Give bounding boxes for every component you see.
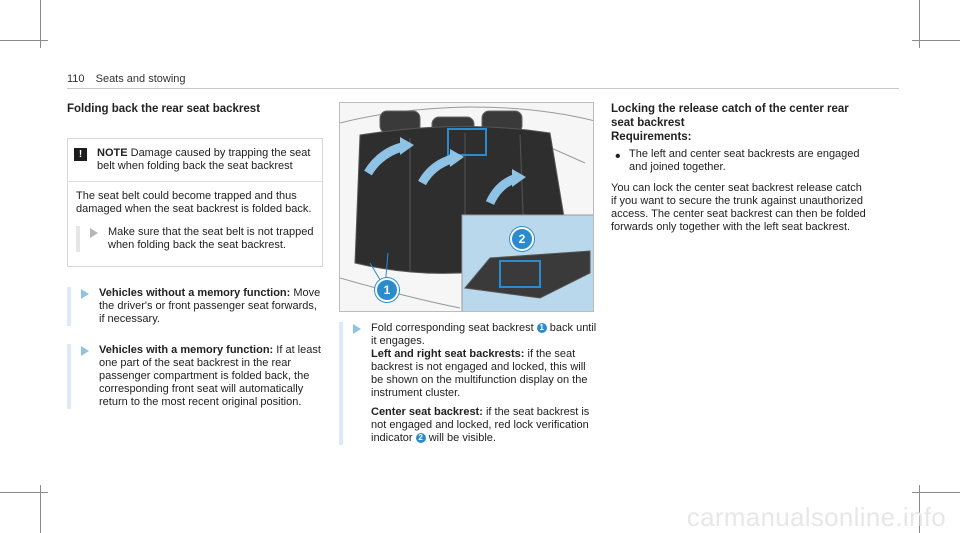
watermark: carmanualsonline.info [686,502,946,532]
note-box [67,138,323,267]
fold-prefix: Fold corresponding seat backrest [371,322,534,334]
left-right-text: if the seat backrest is not engaged and locked, this will be shown on the multifunction display on the instrument cluster. [371,348,588,399]
center-label: Center seat backrest: [371,406,483,418]
note-title: Damage caused by trapping the seat belt when folding back the seat backrest [97,147,311,172]
step-text [99,344,323,409]
note-body-text: The seat belt could become trapped and thus damaged when the seat backrest is folded back. [76,190,312,215]
section-heading: Locking the release catch of the center rear seat backrest [611,103,849,129]
step-bar [67,344,71,409]
crop-mark [0,40,48,41]
callout-badge-1: 1 [537,323,547,333]
note-action-text: Make sure that the seat belt is not trapped when folding back the seat backrest. [108,226,314,251]
callout-badge-2: 2 [416,433,426,443]
column-left [67,102,323,409]
requirement-text: The left and center seat backrests are engaged and joined together. [629,148,860,173]
column-right [611,102,867,234]
arrow-icon [81,346,89,356]
rear-seat-illustration [339,102,594,312]
arrow-icon [81,289,89,299]
step-memory [67,344,323,409]
step-no-memory [67,287,323,326]
list-item [611,148,867,174]
step-bar [67,287,71,326]
crop-mark [0,492,48,493]
step-label: Vehicles without a memory function: [99,287,291,299]
callout-1: 1 [375,278,399,302]
note-action [76,226,314,252]
step-label: Vehicles with a memory function: [99,344,274,356]
requirements-list [611,148,867,174]
center-text-a: if the seat backrest is not engaged and locked, red lock verification indicator [371,406,590,444]
section-heading: Folding back the rear seat backrest [67,103,261,115]
note-label: NOTE [97,147,128,159]
body-text: You can lock the center seat backrest release catch if you want to secure the trunk against unauthorized access. The center seat backrest can then be folded forwards only together with the left seat backrest. [611,182,866,233]
bullet: • [615,148,621,165]
page-number: 110 [67,73,85,85]
crop-mark [912,492,960,493]
step-body: Move the driver's or front passenger seat forwards, if necessary. [99,287,321,325]
note-header [68,139,322,181]
section-title: Seats and stowing [95,73,186,85]
arrow-icon [353,324,361,334]
warning-icon: ! [74,148,87,161]
crop-mark [912,40,960,41]
callout-2: 2 [510,227,534,251]
header-divider [67,88,899,89]
arrow-icon [90,228,98,238]
step-body: If at least one part of the seat backrest in the rear passenger compartment is folded back, the corresponding front seat will automatically return to the most recent original position. [99,344,321,408]
step-bar [339,322,343,445]
center-text-b: will be visible. [428,432,496,444]
step-text [371,322,597,445]
fold-suffix: back until it engages. [371,322,597,347]
note-action-bar [76,226,80,252]
step-text [99,287,323,326]
left-right-label: Left and right seat backrests: [371,348,525,360]
note-body [68,181,322,266]
note-title-text [97,147,314,173]
requirements-label: Requirements: [611,131,692,143]
page-header [67,73,186,85]
step-fold [339,322,597,445]
